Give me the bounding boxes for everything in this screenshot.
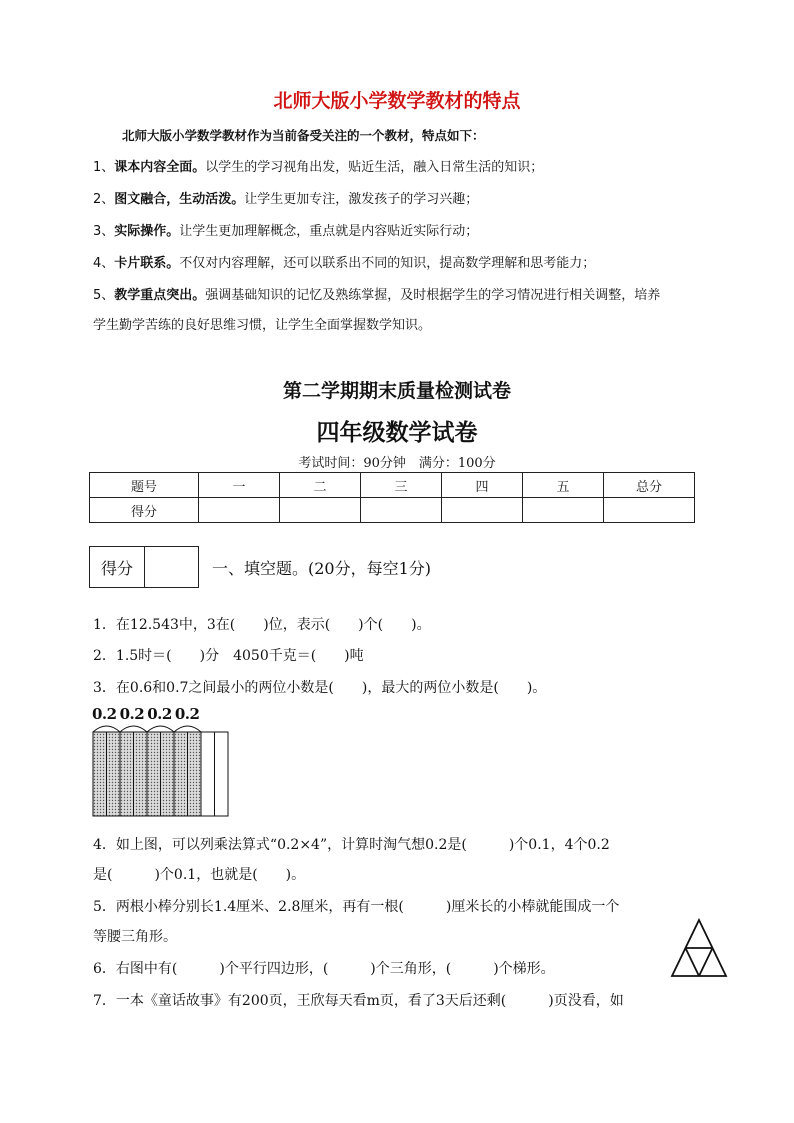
part-score-cell[interactable] [145, 547, 198, 587]
score-cell[interactable] [523, 498, 604, 523]
table-cell: 二 [280, 473, 361, 498]
score-cell[interactable] [442, 498, 523, 523]
table-row [90, 498, 695, 523]
intro-text: 北师大版小学数学教材作为当前备受关注的一个教材，特点如下： [122, 128, 485, 143]
question-5: 5．两根小棒分别长1.4厘米、2.8厘米，再有一根( )厘米长的小棒就能围成一个 [93, 899, 620, 915]
question-3: 3．在0.6和0.7之间最小的两位小数是( )，最大的两位小数是( )。 [93, 680, 547, 696]
figure-label: 0.2 [174, 705, 200, 723]
part1-title: 一、填空题。(20分，每空1分) [212, 559, 432, 578]
question-4-continued: 是( )个0.1，也就是( )。 [93, 867, 306, 883]
table-cell: 三 [361, 473, 442, 498]
question-7: 7．一本《童话故事》有200页，王欣每天看m页，看了3天后还剩( )页没看，如 [93, 993, 624, 1009]
part-score-box [89, 546, 199, 588]
document-title: 北师大版小学数学教材的特点 [273, 90, 521, 112]
exam-subtitle: 四年级数学试卷 [316, 420, 478, 446]
question-4: 4．如上图，可以列乘法算式“0.2×4”，计算时淘气想0.2是( )个0.1，4个0.2 [93, 837, 610, 853]
triangle-figure [668, 916, 730, 982]
table-cell: 四 [442, 473, 523, 498]
score-cell[interactable] [280, 498, 361, 523]
figure-label: 0.2 [147, 705, 172, 723]
brace-arcs [93, 726, 201, 732]
table-cell: 一 [199, 473, 280, 498]
feature-item: 3、实际操作。让学生更加理解概念，重点就是内容贴近实际行动； [93, 224, 479, 239]
feature-item: 2、图文融合，生动活泼。让学生更加专注，激发孩子的学习兴趣； [93, 192, 479, 207]
question-1: 1．在12.543中，3在( )位，表示( )个( )。 [93, 617, 431, 633]
score-cell[interactable] [361, 498, 442, 523]
score-table [89, 472, 695, 523]
part-score-label: 得分 [90, 547, 145, 587]
feature-item: 1、课本内容全面。以学生的学习视角出发，贴近生活，融入日常生活的知识； [93, 160, 544, 175]
question-5-continued: 等腰三角形。 [93, 929, 177, 945]
figure-label: 0.2 [119, 705, 145, 723]
feature-item-continued: 学生勤学苦练的良好思维习惯，让学生全面掌握数学知识。 [93, 318, 432, 333]
feature-item: 4、卡片联系。不仅对内容理解，还可以联系出不同的知识，提高数学理解和思考能力； [93, 256, 596, 271]
exam-meta: 考试时间：90分钟 满分：100分 [298, 456, 496, 471]
question-6: 6．右图中有( )个平行四边形，( )个三角形，( )个梯形。 [93, 961, 555, 977]
figure-label: 0.2 [92, 705, 117, 723]
score-cell[interactable] [199, 498, 280, 523]
decimal-strip-figure [90, 718, 235, 818]
exam-title: 第二学期期末质量检测试卷 [282, 380, 511, 402]
table-cell: 得分 [90, 498, 199, 523]
table-cell: 五 [523, 473, 604, 498]
table-cell: 题号 [90, 473, 199, 498]
table-cell: 总分 [604, 473, 695, 498]
feature-item: 5、教学重点突出。强调基础知识的记忆及熟练掌握，及时根据学生的学习情况进行相关调整，培养 [93, 288, 661, 303]
question-2: 2．1.5时＝( )分 4050千克＝( )吨 [93, 648, 364, 664]
table-row [90, 473, 695, 498]
score-cell[interactable] [604, 498, 695, 523]
